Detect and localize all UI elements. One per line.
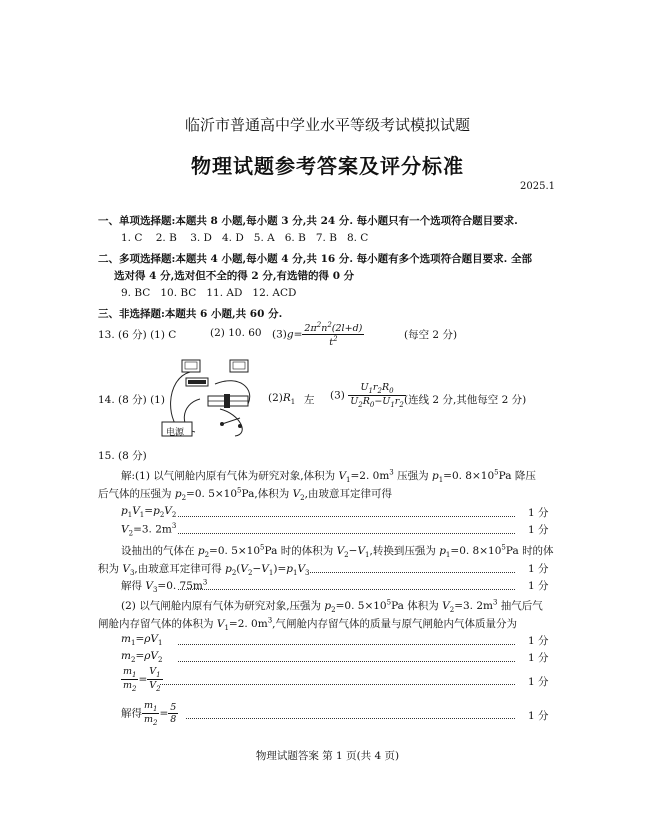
section2-answers <box>121 287 296 299</box>
eq-1: $p_1V_1=p_2V_2$ <box>121 505 177 520</box>
page-footer: 物理试题答案 第 1 页(共 4 页) <box>255 750 400 762</box>
answer-8: 8. C <box>346 232 369 244</box>
point-6: 1 分 <box>528 652 549 664</box>
eq-2: $V_2=3$. $2m^3$ <box>121 522 177 538</box>
answer-11: 11. AD <box>206 287 243 299</box>
answer-10: 10. BC <box>160 287 197 299</box>
point-3: 1 分 <box>528 563 549 575</box>
point-4: 1 分 <box>528 580 549 592</box>
q13-part2: (2) 10. 60 <box>210 327 262 339</box>
battery-label: 电源 <box>166 428 185 438</box>
answer-2: 2. B <box>155 232 177 244</box>
eq-5: $m_2=\rho V_2$ <box>121 650 163 665</box>
eq-4: $m_1=\rho V_1$ <box>121 633 163 648</box>
eq-6: $\frac{m_1}{m_2}$ = $\frac{V_1}{V_2}$ <box>123 666 161 693</box>
q14-part3: (3) $\frac{U_1r_2R_0}{U_2R_0-U_1r_2}$ <box>330 382 404 409</box>
section3-heading: 三、非选择题:本题共 6 小题,共 60 分. <box>98 308 283 320</box>
q15-para1-cont: 后气体的压强为 $p_2=0$. $5\times 10^5Pa$,体积为 $V_2$,由玻意耳定律可得 <box>98 486 392 503</box>
point-7: 1 分 <box>528 676 549 688</box>
q14-score-note: (连线 2 分,其他每空 2 分) <box>404 394 527 406</box>
q13-score-note: (每空 2 分) <box>404 329 458 341</box>
answer-1: 1. C <box>121 232 143 244</box>
point-5: 1 分 <box>528 635 549 647</box>
document-title: 物理试题参考答案及评分标准 <box>191 154 464 178</box>
answer-5: 5. A <box>253 232 275 244</box>
answer-7: 7. B <box>315 232 337 244</box>
section2-heading-cont: 选对得 4 分,选对但不全的得 2 分,有选错的得 0 分 <box>114 270 355 282</box>
point-1: 1 分 <box>528 507 549 519</box>
answer-3: 3. D <box>190 232 212 244</box>
answer-6: 6. B <box>284 232 306 244</box>
point-2: 1 分 <box>528 524 549 536</box>
eq-7: 解得 $\frac{m_1}{m_2}$ = $\frac{5}{8}$ <box>121 700 177 727</box>
section2-heading: 二、多项选择题:本题共 4 小题,每小题 4 分,共 16 分. 每小题有多个选项符合题目要求. 全部 <box>98 253 532 265</box>
section1-answers <box>121 232 368 244</box>
q13-part3: (3)g= $\frac{2\pi^2n^2(2l+d)}{t^2}$ <box>272 321 363 349</box>
answer-4: 4. D <box>221 232 244 244</box>
q13-line <box>98 327 176 342</box>
q15-label: 15. (8 分) <box>98 450 147 462</box>
answer-12: 12. ACD <box>252 287 297 299</box>
section1-heading: 一、单项选择题:本题共 8 小题,每小题 3 分,共 24 分. 每小题只有一个选项符合题目要求. <box>98 215 518 227</box>
q14-label: 14. (8 分) (1) <box>98 394 165 406</box>
q15-para3: (2) 以气闸舱内原有气体为研究对象,压强为 $p_2=0$. $5\times 10^5Pa$ 体积为 $V_2=3$. $2m^3$ 抽气后气 <box>121 598 543 615</box>
q14-part2: $(2)R_1$ <box>268 392 296 407</box>
q15-para1: 解:(1) 以气闸舱内原有气体为研究对象,体积为 $V_1=2$. $0m^3$ 压强为 $p_1=0$. $8\times 10^5Pa$ 降压 <box>121 468 536 485</box>
q14-part2-direction: 左 <box>304 394 315 406</box>
q15-para3-cont: 闸舱内存留气体的体积为 $V_1=2$. $0m^3$,气闸舱内存留气体的质量与原气闸舱内气体质量分为 <box>98 616 518 633</box>
document-date: 2025.1 <box>520 181 555 192</box>
q13-label: 13. (6 分) (1) C <box>98 329 177 341</box>
q15-para2-cont: 积为 $V_3$,由玻意耳定律可得 $p_2(V_2-V_1)=p_1V_3$ <box>98 563 310 578</box>
point-8: 1 分 <box>528 710 549 722</box>
eq-3: 解得 $V_3=0$. $75m^3$ <box>121 578 208 595</box>
q15-para2: 设抽出的气体在 $p_2=0$. $5\times 10^5Pa$ 时的体积为 $V_2-V_1$,转换到压强为 $p_1=0$. $8\times 10^5Pa$ 时的体 <box>121 543 554 560</box>
answer-9: 9. BC <box>121 287 151 299</box>
exam-title: 临沂市普通高中学业水平等级考试模拟试题 <box>184 116 470 134</box>
